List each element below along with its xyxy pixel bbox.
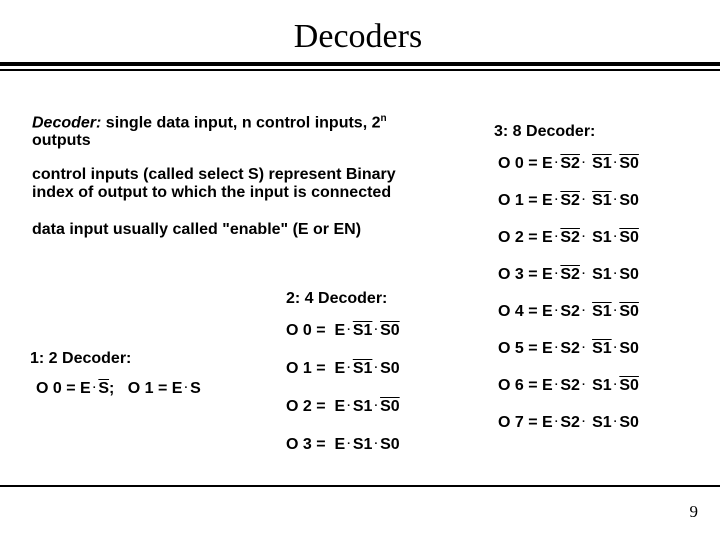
dec24-row-label: O 0 =	[286, 322, 326, 339]
dec38-row-label: O 1 = E	[498, 192, 553, 209]
dec12-o0-e: E	[80, 380, 91, 397]
dec38-row-s1: S1	[592, 229, 612, 246]
dec38-row	[498, 303, 639, 321]
dot-operator: ·	[581, 231, 586, 243]
dec24-row-s1: S1	[352, 360, 373, 377]
dec38-row-s0: S0	[619, 377, 639, 394]
dec38-row-s2: S2	[560, 155, 580, 172]
dot-operator: ·	[581, 194, 586, 206]
dec38-row	[498, 266, 639, 284]
dec38-row	[498, 377, 639, 395]
dec24-row	[286, 398, 400, 416]
dec24-row-s0: S0	[380, 398, 400, 415]
dec24-row	[286, 360, 400, 378]
dec38-row-s2: S2	[560, 303, 580, 320]
dot-operator: ·	[92, 382, 97, 394]
dec12-o1-s: S	[190, 380, 201, 397]
dec24-row-s0: S0	[380, 436, 400, 453]
intro-p2-line1: control inputs (called select S) represent Binary	[32, 166, 396, 183]
dec24-row-s1: S1	[352, 398, 373, 415]
dec38-row	[498, 229, 639, 247]
dec24-row-s1: S1	[352, 322, 373, 339]
dec12-o1-e: E	[171, 380, 183, 397]
dot-operator: ·	[613, 305, 618, 317]
dot-operator: ·	[554, 268, 559, 280]
dot-operator: ·	[554, 379, 559, 391]
dec38-row-s2: S2	[560, 414, 580, 431]
dot-operator: ·	[554, 231, 559, 243]
dec38-heading: 3: 8 Decoder:	[494, 123, 596, 140]
dec38-row-s2: S2	[560, 192, 580, 209]
dot-operator: ·	[347, 400, 351, 412]
dec24-row	[286, 322, 400, 340]
dec38-row-label: O 6 = E	[498, 377, 553, 394]
dec38-row-s0: S0	[619, 266, 639, 283]
slide-title: Decoders	[293, 18, 423, 55]
dec38-row-label: O 3 = E	[498, 266, 553, 283]
intro-p1-text-end: outputs	[32, 132, 91, 150]
dec38-row-s1: S1	[592, 377, 612, 394]
dec38-row-s2: S2	[560, 340, 580, 357]
dec24-row-e: E	[334, 360, 346, 377]
dot-operator: ·	[581, 268, 586, 280]
dec38-row	[498, 414, 639, 432]
dot-operator: ·	[613, 268, 618, 280]
dec38-row-s0: S0	[619, 340, 639, 357]
intro-p1-text: single data input, n control inputs, 2	[101, 114, 381, 132]
dec38-row-s1: S1	[592, 155, 612, 172]
dec24-row-label: O 2 =	[286, 398, 326, 415]
dec12-o1-label: O 1 =	[127, 380, 168, 397]
dec38-row-s0: S0	[619, 303, 639, 320]
dec38-row-label: O 5 = E	[498, 340, 553, 357]
dot-operator: ·	[554, 342, 559, 354]
dot-operator: ·	[347, 438, 351, 450]
dot-operator: ·	[554, 416, 559, 428]
dot-operator: ·	[613, 157, 618, 169]
dec38-row-label: O 0 = E	[498, 155, 553, 172]
dec38-row	[498, 155, 639, 173]
dec12-o0-label: O 0 =	[36, 380, 76, 397]
dot-operator: ·	[613, 231, 618, 243]
dec38-row-s1: S1	[592, 192, 612, 209]
dot-operator: ·	[581, 157, 586, 169]
page-number: 9	[689, 502, 698, 521]
dec38-row	[498, 192, 639, 210]
dec12-equations	[36, 380, 201, 398]
dot-operator: ·	[613, 416, 618, 428]
dec38-row-label: O 2 = E	[498, 229, 553, 246]
dec24-row-s1: S1	[352, 436, 373, 453]
dot-operator: ·	[374, 324, 379, 336]
footer-rule	[0, 485, 720, 487]
dot-operator: ·	[184, 382, 189, 394]
title-rule-thin	[0, 69, 720, 71]
dec38-row-s1: S1	[592, 303, 612, 320]
dot-operator: ·	[374, 438, 379, 450]
dec24-row	[286, 436, 400, 454]
dec38-row-s2: S2	[560, 266, 580, 283]
dec12-o0-s-bar: $\overline{S}$	[98, 380, 110, 397]
dot-operator: ·	[554, 157, 559, 169]
dec38-row-s0: S0	[619, 414, 639, 431]
dec38-row-s1: S1	[592, 340, 612, 357]
intro-p2-line2: index of output to which the input is connected	[32, 184, 392, 201]
dec38-row-label: O 4 = E	[498, 303, 553, 320]
dec38-row-s0: S0	[619, 192, 639, 209]
dec38-row-s1: S1	[592, 414, 612, 431]
dot-operator: ·	[347, 324, 351, 336]
intro-paragraph-1	[32, 110, 387, 150]
dot-operator: ·	[374, 362, 379, 374]
dec38-row-s2: S2	[560, 229, 580, 246]
dec24-row-e: E	[334, 436, 346, 453]
dot-operator: ·	[581, 416, 586, 428]
dot-operator: ·	[613, 194, 618, 206]
dec24-row-e: E	[334, 322, 346, 339]
dec12-separator: ;	[109, 380, 115, 397]
dec38-row-s0: S0	[619, 229, 639, 246]
intro-paragraph-2	[32, 166, 396, 202]
dot-operator: ·	[554, 305, 559, 317]
dot-operator: ·	[613, 342, 618, 354]
intro-paragraph-3: data input usually called "enable" (E or EN)	[32, 221, 362, 238]
dec24-row-s0: S0	[380, 322, 400, 339]
dot-operator: ·	[347, 362, 351, 374]
dot-operator: ·	[374, 400, 379, 412]
dot-operator: ·	[581, 305, 586, 317]
intro-p1-superscript: n	[380, 113, 387, 124]
dot-operator: ·	[581, 342, 586, 354]
dec38-row-label: O 7 = E	[498, 414, 553, 431]
dec38-row-s2: S2	[560, 377, 580, 394]
dot-operator: ·	[613, 379, 618, 391]
dec24-row-label: O 1 =	[286, 360, 326, 377]
dec24-heading: 2: 4 Decoder:	[286, 290, 388, 307]
dec38-row-s1: S1	[592, 266, 612, 283]
dec12-heading: 1: 2 Decoder:	[30, 350, 132, 367]
dot-operator: ·	[581, 379, 586, 391]
dec24-row-e: E	[334, 398, 346, 415]
dec38-row	[498, 340, 639, 358]
dec24-row-s0: S0	[380, 360, 400, 377]
title-rule-thick	[0, 62, 720, 66]
dot-operator: ·	[554, 194, 559, 206]
decoder-term: Decoder:	[32, 114, 102, 132]
dec38-row-s0: S0	[619, 155, 639, 172]
dec24-row-label: O 3 =	[286, 436, 326, 453]
